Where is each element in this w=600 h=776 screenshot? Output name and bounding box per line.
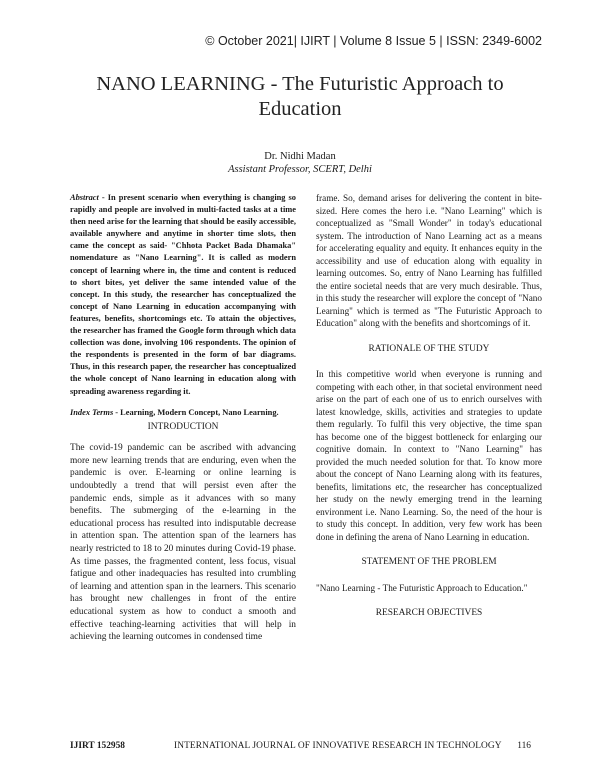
author-block [0,150,600,176]
footer-page-number: 116 [517,741,531,751]
problem-text: "Nano Learning - The Futuristic Approach to Education." [316,582,528,593]
footer-paper-id: IJIRT 152958 [70,741,125,751]
footer-journal-name: INTERNATIONAL JOURNAL OF INNOVATIVE RESEARCH IN TECHNOLOGY [174,741,502,751]
index-terms-label: Index Terms [70,407,114,417]
problem-heading: STATEMENT OF THE PROBLEM [361,557,497,567]
title-line-2: Education [258,98,342,120]
author-name: Dr. Nidhi Madan [264,151,336,162]
rationale-text: In this competitive world when everyone is running and competing with each other, in that societal environment need arise on the part of each one of us to enrich ourselves with latest knowledge, skills, activities and strategies to update them regularly. To fulfil this very objective, the time span has become one of the biggest bottleneck for enlarging our cognitive domain. In context to "Nano Learning" has provided the much needed solution for that. To know more about the concept of Nano Learning along with its features, benefits, limitations etc, the researcher has conceptualized her study on the newly emerging trend in the learning environment i.e. Nano Learning. So, the need of the hour is to study this concept. In addition, very few work has been done in defining the arena of Nano Learning in education. [316,369,542,542]
introduction-heading: INTRODUCTION [147,421,219,432]
objectives-heading: RESEARCH OBJECTIVES [375,608,483,618]
author-affiliation: Assistant Professor, SCERT, Delhi [228,164,372,175]
introduction-continuation-text: frame. So, demand arises for delivering the content in bite-sized. Here comes the hero i.e. "Nano Learning" which is conceptualized as "Small Wonder" in today's educational system. The introduction of Nano Learning act as a means for accelerating equality and equity. It enhances equity in the accessibility and use of education along with equality in learning outcomes. So, entry of Nano Learning has fulfilled the entire societal needs that are very much desirable. Thus, in this study the researcher will explore the concept of "Nano Learning" which is termed as "The Futuristic Approach to Education" along with the benefits and shortcomings of it. [316,193,542,328]
left-column [70,192,296,644]
abstract-paragraph [70,192,296,398]
title-line-1: NANO LEARNING - The Futuristic Approach to [96,73,504,95]
index-terms-text: - Learning, Modern Concept, Nano Learning. [113,407,279,417]
abstract-label: Abstract [70,193,99,202]
introduction-text: The covid-19 pandemic can be ascribed with advancing more new learning trends that are enduring, even when the pandemic is over. E-learning or online learning is undoubtedly a trend that will persist even after the pandemic ends, simple as it advances with so many benefits. The submerging of the e-learning in the educational process has resulted into indisputable decrease in attention span. The attention span of the learners has nearly restricted to 18 to 20 minutes during Covid-19 phase. As time passes, the fragmented content, less focus, visual fatigue and other inadequacies has resulted into crumbling of learning and attention span in the learners. This scenario has brought new challenges in front of the entire educational system as how to conduct a smooth and effective teaching-learning activities that will help in achieving the learning outcomes in condensed time [70,443,296,643]
abstract-text: - In present scenario when everything is changing so rapidly and people are involved in multi-facted tasks at a time then need arise for the learning that should be easily accessible, available anywhere and anytime in shorter time slots, then came the concept as said- "Chhota Packet Bada Dhamaka" nomendature as "Nano Learning". It is called as modern concept of learning where in, the time and content is reduced to short bites, yet deliver the same intended value of the concept. In this study, the researcher has conceptualized the concept of Nano Learning in education accompanying with features, benefits, shortcomings etc. To attain the objectives, the researcher has framed the Google form through which data collection was done, involving 106 respondents. The opinion of the respondents is presented in the form of bar diagrams. Thus, in this research paper, the researcher has conceptualized the whole concept of Nano learning in education along with spreading awareness regarding it. [70,193,296,396]
journal-citation-header: © October 2021| IJIRT | Volume 8 Issue 5 | ISSN: 2349-6002 [205,34,542,48]
paper-title [0,72,600,122]
right-column [316,192,542,633]
rationale-heading: RATIONALE OF THE STUDY [368,343,490,354]
index-terms-paragraph [70,407,296,419]
